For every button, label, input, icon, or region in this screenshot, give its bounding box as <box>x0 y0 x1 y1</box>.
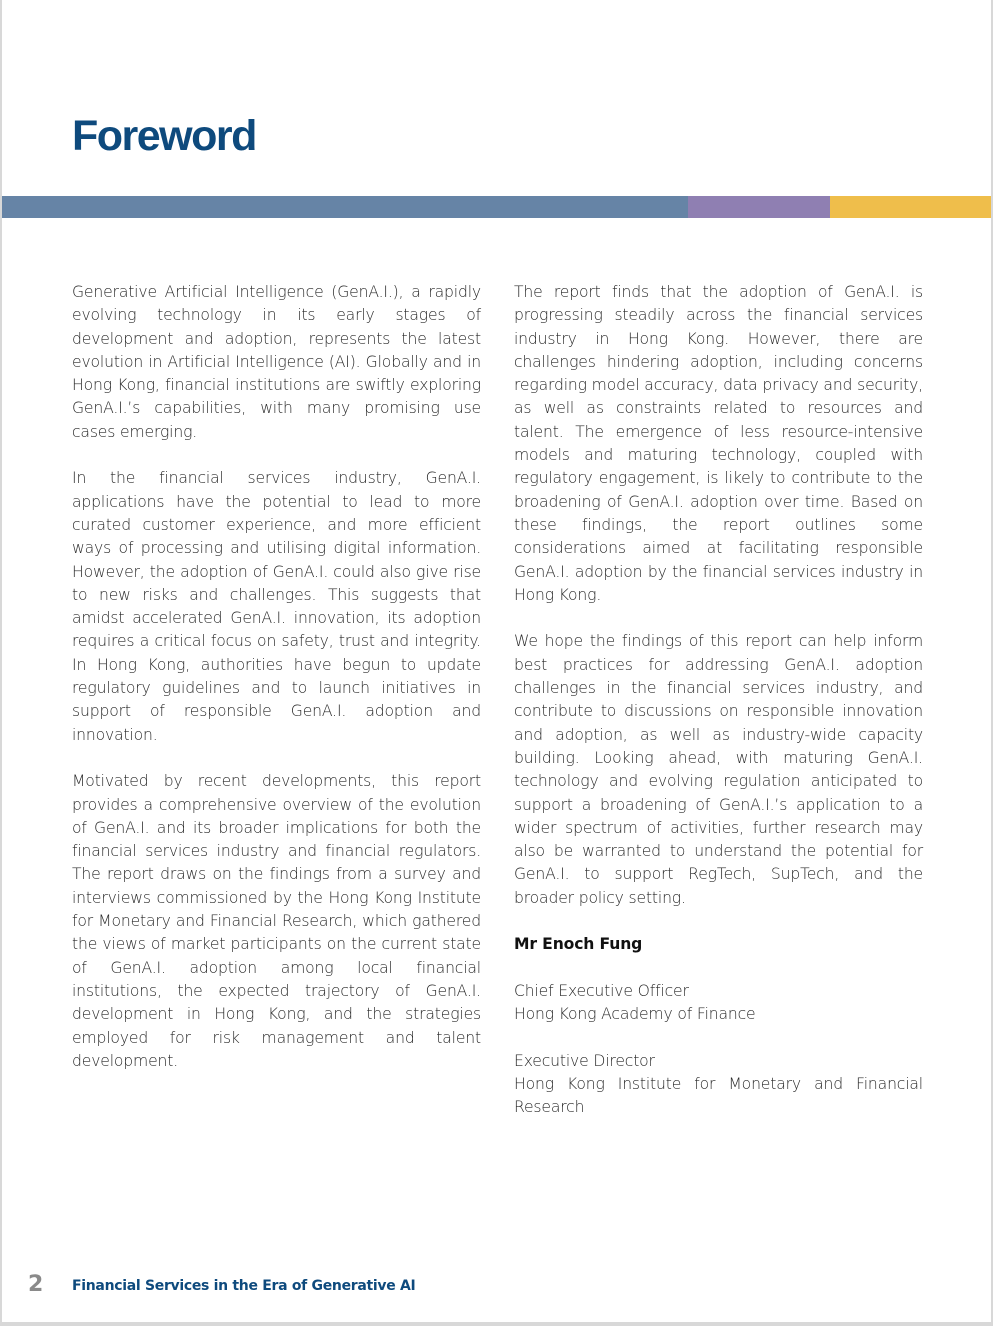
paragraph: We hope the findings of this report can help inform best practices for addressing GenA.I. adoption challenges in the financial services industry, and contribute to discussions on responsible innovation and adoption, as well as industry-wide capacity building. Looking ahead, with maturing GenA.I. technology and evolving regulation anticipated to support a broadening of GenA.I.’s application to a wider spectrum of activities, further research may also be warranted to understand the potential for GenA.I. to support RegTech, SupTech, and the broader policy setting. <box>514 632 923 907</box>
role-organisation: Hong Kong Institute for Monetary and Financial Research <box>514 1075 923 1117</box>
role-title: Executive Director <box>514 1051 655 1070</box>
paragraph: In the financial services industry, GenA.I. applications have the potential to lead to more curated customer experience, and more efficient ways of processing and utilising digital information. However, the adoption of GenA.I. could also give rise to new risks and challenges. This suggests that amidst accelerated GenA.I. innovation, its adoption requires a critical focus on safety, trust and integrity. In Hong Kong, authorities have begun to update regulatory guidelines and to launch initiatives in support of responsible GenA.I. adoption and innovation. <box>72 469 481 744</box>
page-footer <box>2 1272 991 1302</box>
right-text-column <box>514 281 923 1143</box>
role-organisation: Hong Kong Academy of Finance <box>514 1005 756 1024</box>
signatory-role-2 <box>514 1050 923 1120</box>
decorative-color-band <box>2 196 991 218</box>
document-page <box>2 0 991 1322</box>
paragraph: The report finds that the adoption of GenA.I. is progressing steadily across the financial services industry in Hong Kong. However, there are challenges hindering adoption, including concerns regarding model accuracy, data privacy and security, as well as constraints related to resources and talent. The emergence of less resource-intensive models and maturing technology, coupled with regulatory engagement, is likely to contribute to the broadening of GenA.I. adoption over time. Based on these findings, the report outlines some considerations aimed at facilitating responsible GenA.I. adoption by the financial services industry in Hong Kong. <box>514 283 923 604</box>
signatory-role-1 <box>514 980 923 1027</box>
role-title: Chief Executive Officer <box>514 981 689 1000</box>
band-segment-purple <box>688 196 830 218</box>
signature-name-block <box>514 933 923 956</box>
signatory-name: Mr Enoch Fung <box>514 935 643 954</box>
band-segment-blue <box>2 196 688 218</box>
publication-title: Financial Services in the Era of Generative AI <box>72 1278 416 1294</box>
left-text-column <box>72 281 481 1096</box>
page-title: Foreword <box>72 112 256 160</box>
paragraph: Generative Artificial Intelligence (GenA.I.), a rapidly evolving technology in its early stages of development and adoption, represents the latest evolution in Artificial Intelligence (AI). Globally and in Hong Kong, financial institutions are swiftly exploring GenA.I.’s capabilities, with many promising use cases emerging. <box>72 283 481 441</box>
band-segment-yellow <box>830 196 991 218</box>
paragraph: Motivated by recent developments, this report provides a comprehensive overview of the evolution of GenA.I. and its broader implications for both the financial services industry and financial regulators. The report draws on the findings from a survey and interviews commissioned by the Hong Kong Institute for Monetary and Financial Research, which gathered the views of market participants on the current state of GenA.I. adoption among local financial institutions, the expected trajectory of GenA.I. development in Hong Kong, and the strategies employed for risk management and talent development. <box>72 772 481 1070</box>
page-number: 2 <box>28 1272 44 1297</box>
